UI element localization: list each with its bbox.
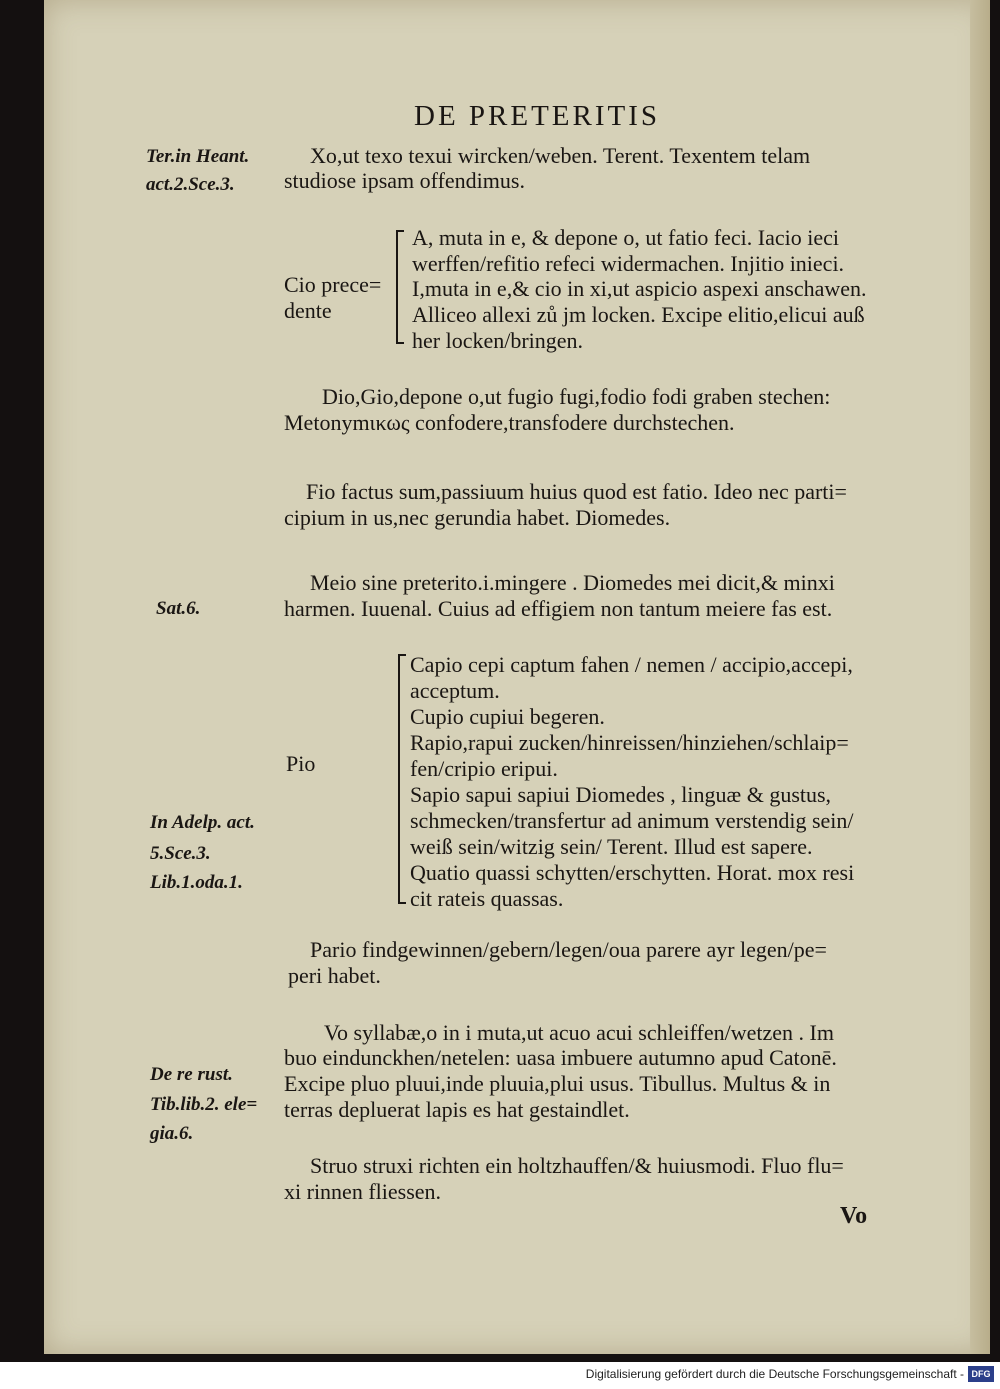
margin-note: gia.6.: [150, 1123, 194, 1144]
funding-credit: Digitalisierung gefördert durch die Deutsche Forschungsgemeinschaft -: [585, 1367, 964, 1381]
text-line: cipium in us,nec gerundia habet. Diomedes.: [284, 505, 671, 530]
margin-note: Lib.1.oda.1.: [150, 872, 243, 893]
margin-note: De re rust.: [150, 1064, 233, 1085]
bracket: [396, 230, 404, 344]
margin-note: In Adelp. act.: [150, 812, 255, 833]
text-line: Dio,Gio,depone o,ut fugio fugi,fodio fodi graben stechen:: [322, 384, 831, 409]
page-edge: [970, 0, 990, 1354]
text-line: acceptum.: [410, 678, 500, 703]
text-line: I,muta in e,& cio in xi,ut aspicio aspexi anschawen.: [412, 276, 867, 301]
text-line: Rapio,rapui zucken/hinreissen/hinziehen/schlaip=: [410, 730, 849, 755]
margin-note: Ter.in Heant.: [146, 146, 250, 167]
text-line: peri habet.: [288, 963, 381, 988]
text-line: Fio factus sum,passiuum huius quod est fatio. Ideo nec parti=: [306, 479, 847, 504]
catchword: Vo: [840, 1203, 868, 1229]
text-line: Vo syllabæ,o in i muta,ut acuo acui schleiffen/wetzen . Im: [324, 1020, 834, 1045]
bracket: [398, 654, 406, 904]
margin-note: 5.Sce.3.: [150, 843, 211, 864]
margin-note: Tib.lib.2. ele=: [150, 1094, 258, 1115]
text-line: weiß sein/witzig sein/ Terent. Illud est sapere.: [410, 834, 813, 859]
text-line: fen/cripio eripui.: [410, 756, 558, 781]
text-line: Pario findgewinnen/gebern/legen/oua parere ayr legen/pe=: [310, 937, 827, 962]
text-line: Meio sine preterito.i.mingere . Diomedes mei dicit,& minxi: [310, 570, 835, 595]
text-line: harmen. Iuuenal. Cuius ad effigiem non tantum meiere fas est.: [284, 596, 833, 621]
text-line: her locken/bringen.: [412, 328, 584, 353]
text-line: Xo,ut texo texui wircken/weben. Terent. Texentem telam: [310, 143, 811, 168]
text-line: Quatio quassi schytten/erschytten. Horat. mox resi: [410, 860, 855, 885]
text-line: Capio cepi captum fahen / nemen / accipio,accepi,: [410, 652, 853, 677]
text-line: cit rateis quassas.: [410, 886, 564, 911]
margin-note: Sat.6.: [156, 598, 201, 619]
text-line: werffen/refitio refeci widermachen. Injitio inieci.: [412, 251, 845, 276]
text-line: buo eindunckhen/netelen: uasa imbuere autumno apud Catonē.: [284, 1045, 837, 1070]
dfg-logo: DFG: [968, 1366, 994, 1382]
text-line: Metonymικως confodere,transfodere durchstechen.: [284, 410, 735, 435]
text-line: xi rinnen fliessen.: [284, 1179, 442, 1204]
text-line: Alliceo allexi zů jm locken. Excipe elitio,elicui auß: [412, 302, 865, 327]
text-line: terras depluerat lapis es hat gestaindlet.: [284, 1097, 630, 1122]
text-line: Sapio sapui sapiui Diomedes , linguæ & gustus,: [410, 782, 832, 807]
text-line: Cupio cupiui begeren.: [410, 704, 605, 729]
text-line: schmecken/transfertur ad animum verstendig sein/: [410, 808, 854, 833]
text-line: A, muta in e, & depone o, ut fatio feci. Iacio ieci: [412, 225, 840, 250]
text-line: Excipe pluo pluui,inde pluuia,plui usus. Tibullus. Multus & in: [284, 1071, 831, 1096]
running-header: DE PRETERITIS: [414, 100, 661, 132]
side-label: Pio: [286, 751, 316, 776]
footer-bar: [0, 1362, 1000, 1389]
side-label: dente: [284, 298, 332, 323]
side-label: Cio prece=: [284, 272, 382, 297]
text-line: Struo struxi richten ein holtzhauffen/& huiusmodi. Fluo flu=: [310, 1153, 844, 1178]
text-line: studiose ipsam offendimus.: [284, 168, 525, 193]
margin-note: act.2.Sce.3.: [146, 174, 235, 195]
